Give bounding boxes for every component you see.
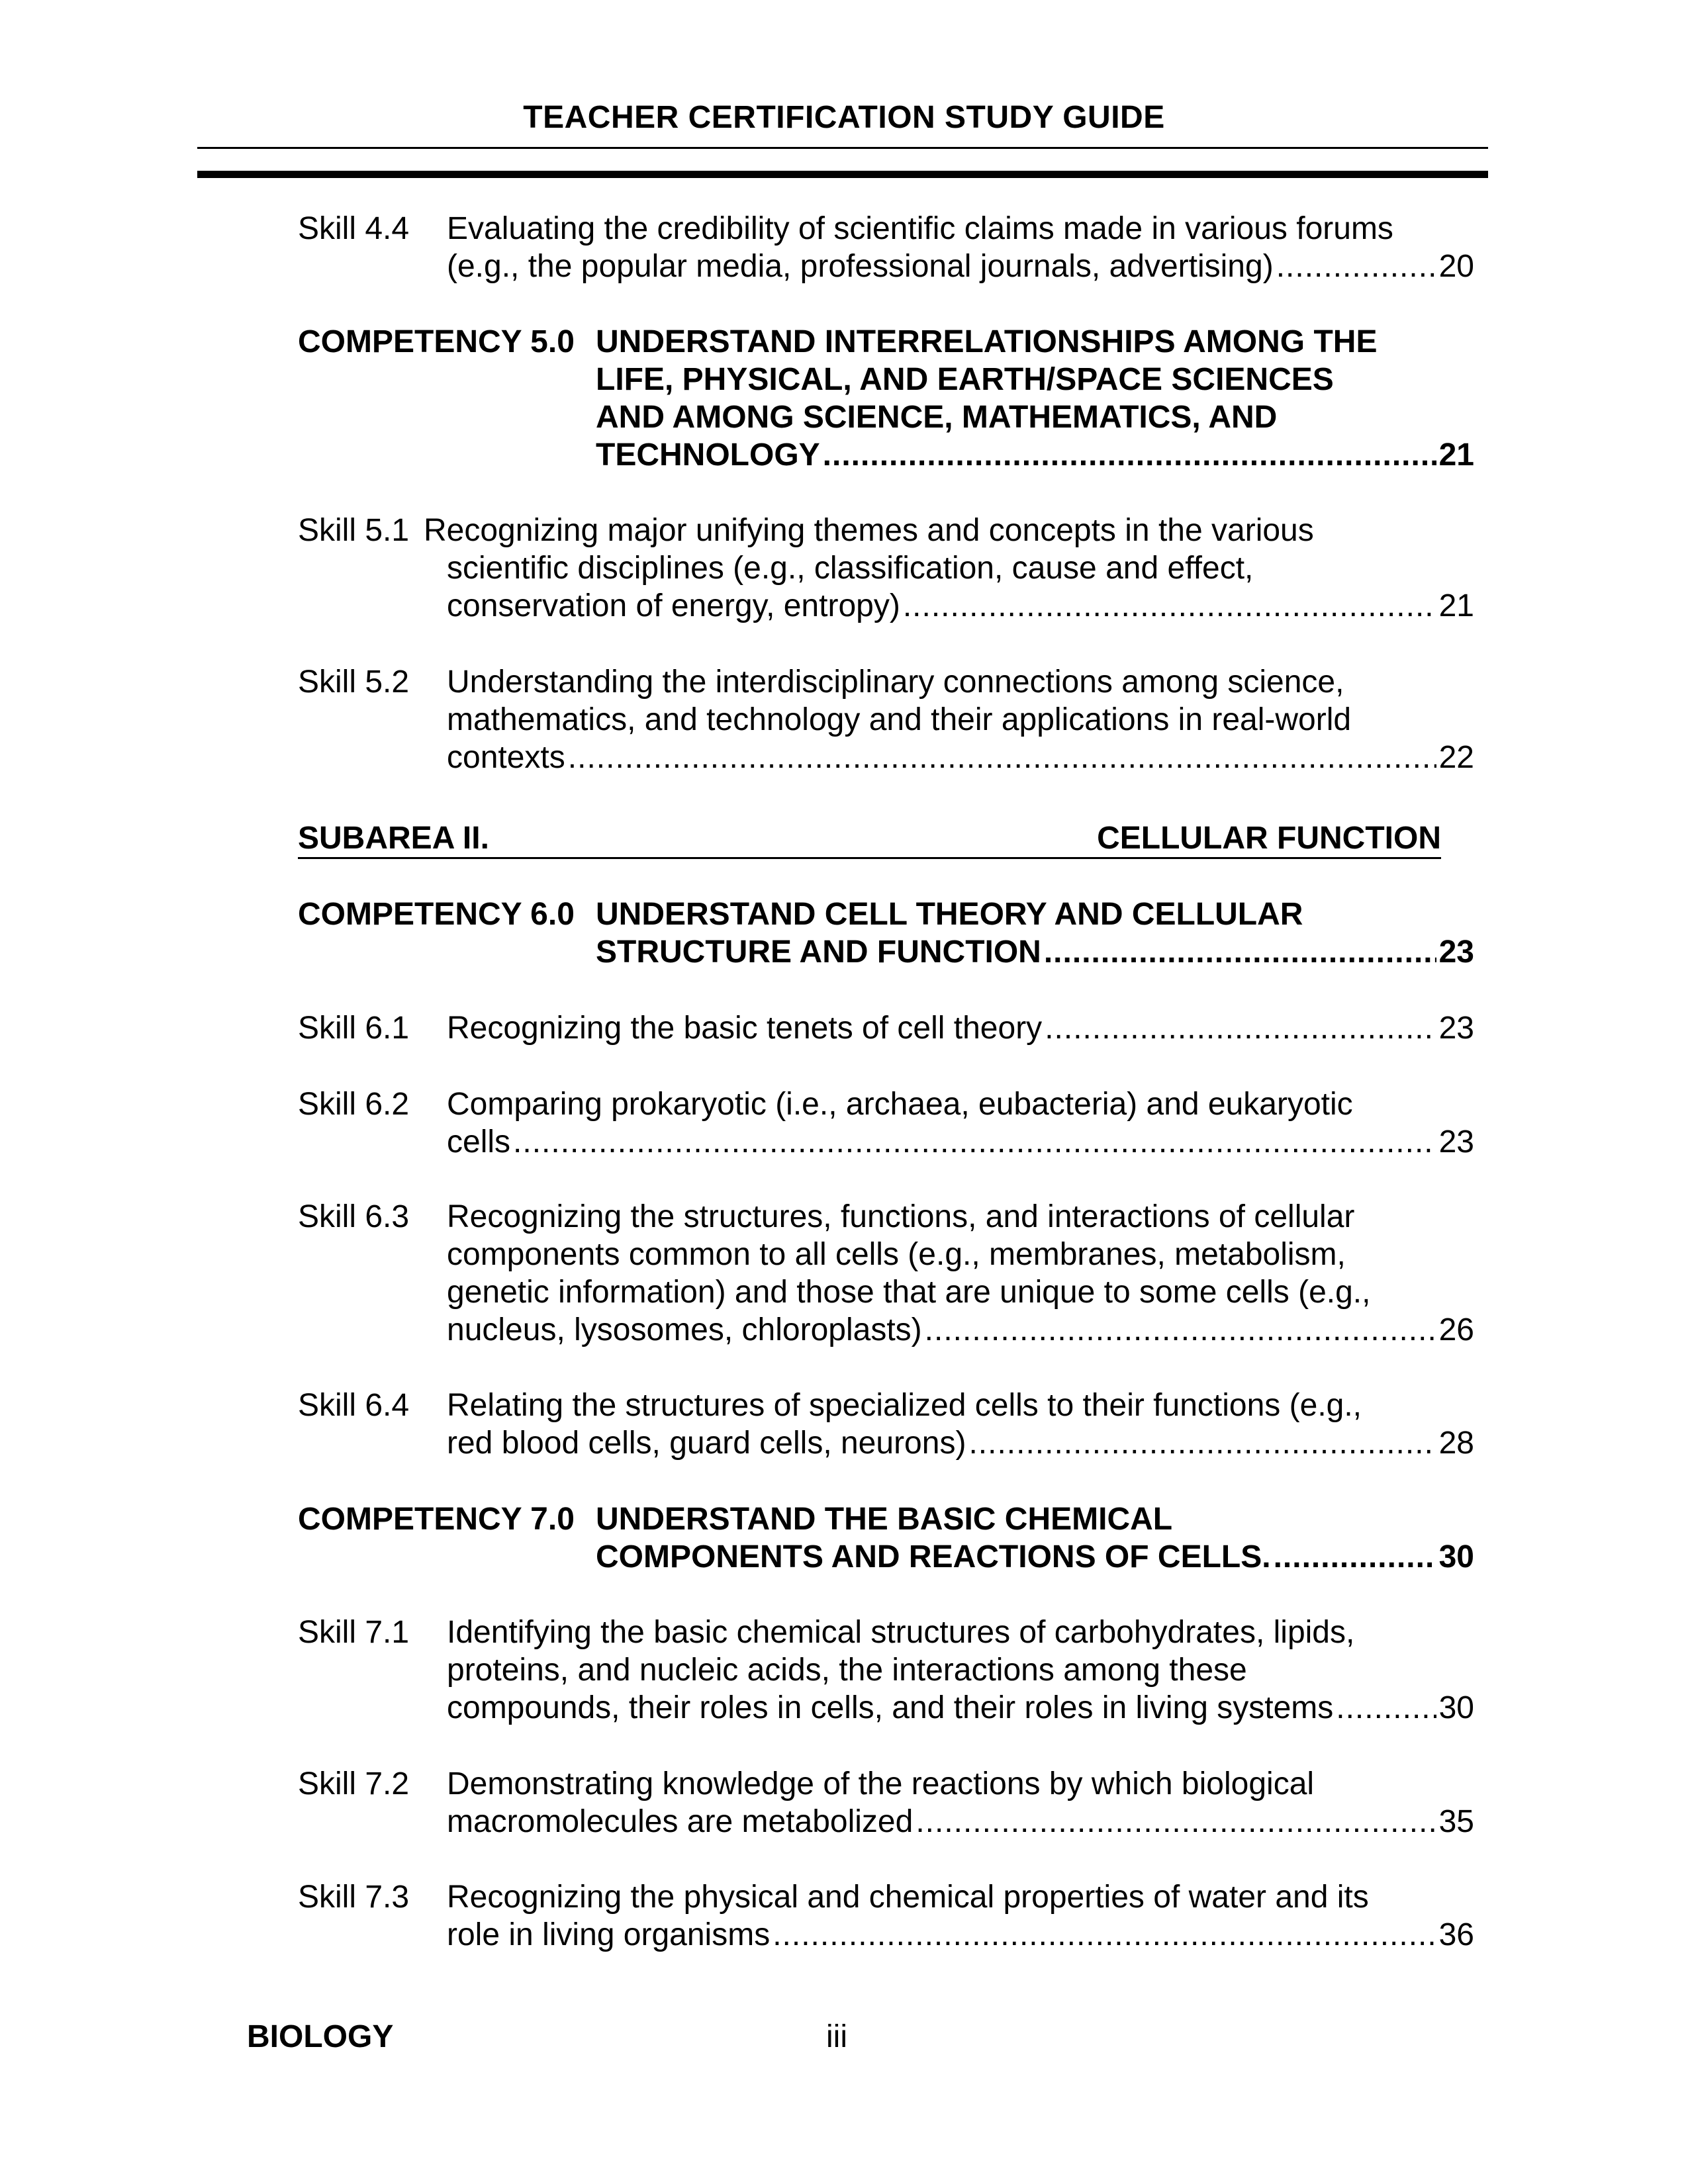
- skill-text-line: cells: [447, 1124, 511, 1160]
- page-header-title: TEACHER CERTIFICATION STUDY GUIDE: [523, 100, 1165, 135]
- competency-text-line: UNDERSTAND THE BASIC CHEMICAL: [596, 1502, 1173, 1537]
- page-number: 30: [1438, 1539, 1474, 1574]
- skill-text-line: red blood cells, guard cells, neurons): [447, 1426, 966, 1461]
- toc-entry-skill-7-3[interactable]: [298, 1878, 1474, 1954]
- skill-label: Skill 5.2: [298, 664, 410, 700]
- dot-leader: [968, 1424, 1436, 1462]
- toc-entry-skill-5-1[interactable]: [298, 512, 1474, 625]
- page-number: 35: [1438, 1804, 1474, 1839]
- skill-text-line: compounds, their roles in cells, and their roles in living systems: [447, 1690, 1334, 1725]
- page-number: 28: [1438, 1426, 1474, 1461]
- subarea-title: CELLULAR FUNCTION: [1097, 821, 1441, 856]
- skill-text-line: contexts: [447, 740, 565, 775]
- skill-text-line: Relating the structures of specialized cells to their functions (e.g.,: [447, 1388, 1362, 1423]
- dot-leader: [823, 436, 1436, 474]
- footer-subject: BIOLOGY: [247, 2019, 394, 2054]
- skill-text-line: Comparing prokaryotic (i.e., archaea, eubacteria) and eukaryotic: [447, 1087, 1353, 1122]
- toc-entry-skill-7-1[interactable]: [298, 1614, 1474, 1727]
- toc-entry-competency-5-0[interactable]: [298, 323, 1474, 474]
- skill-text-line: nucleus, lysosomes, chloroplasts): [447, 1312, 922, 1347]
- skill-text-line: Recognizing major unifying themes and concepts in the various: [424, 513, 1314, 548]
- skill-text-line: components common to all cells (e.g., membranes, metabolism,: [447, 1237, 1346, 1272]
- page-number: 20: [1438, 249, 1474, 284]
- skill-label: Skill 6.3: [298, 1199, 410, 1234]
- dot-leader: [925, 1311, 1436, 1349]
- skill-label: Skill 6.2: [298, 1087, 410, 1122]
- page-number: 21: [1438, 588, 1474, 623]
- subarea-heading[interactable]: [298, 819, 1441, 859]
- toc-entry-skill-6-1[interactable]: [298, 1009, 1474, 1047]
- skill-label: Skill 6.1: [298, 1011, 410, 1046]
- skill-text-line: macromolecules are metabolized: [447, 1804, 914, 1839]
- dot-leader: [773, 1916, 1436, 1954]
- page-number: 23: [1438, 1011, 1474, 1046]
- toc-entry-skill-4-4[interactable]: [298, 210, 1474, 285]
- page-number: 23: [1438, 1124, 1474, 1160]
- skill-text-line: conservation of energy, entropy): [447, 588, 900, 623]
- competency-text-line: LIFE, PHYSICAL, AND EARTH/SPACE SCIENCES: [596, 362, 1334, 397]
- skill-label: Skill 7.3: [298, 1880, 410, 1915]
- skill-text-line: genetic information) and those that are unique to some cells (e.g.,: [447, 1275, 1371, 1310]
- header-rule-thick: [197, 171, 1488, 178]
- page-number: 36: [1438, 1917, 1474, 1952]
- toc-entry-competency-7-0[interactable]: [298, 1500, 1474, 1576]
- skill-label: Skill 7.2: [298, 1766, 410, 1801]
- footer-page-number: iii: [826, 2019, 847, 2054]
- competency-text-line: STRUCTURE AND FUNCTION: [596, 934, 1041, 970]
- page-number: 23: [1438, 934, 1474, 970]
- skill-label: Skill 5.1: [298, 513, 410, 548]
- page-number: 22: [1438, 740, 1474, 775]
- page-number: 21: [1438, 437, 1474, 473]
- skill-text-line: Recognizing the physical and chemical properties of water and its: [447, 1880, 1369, 1915]
- dot-leader: [1044, 933, 1436, 971]
- competency-text-line: TECHNOLOGY: [596, 437, 820, 473]
- skill-text-line: Recognizing the structures, functions, and interactions of cellular: [447, 1199, 1355, 1234]
- dot-leader: [1336, 1689, 1436, 1727]
- toc-entry-skill-6-2[interactable]: [298, 1085, 1474, 1161]
- dot-leader: [903, 587, 1436, 625]
- dot-leader: [1274, 1538, 1436, 1576]
- skill-text-line: mathematics, and technology and their applications in real-world: [447, 702, 1352, 737]
- skill-label: Skill 6.4: [298, 1388, 410, 1423]
- dot-leader: [513, 1123, 1436, 1161]
- toc-entry-skill-5-2[interactable]: [298, 663, 1474, 776]
- skill-text-line: (e.g., the popular media, professional journals, advertising): [447, 249, 1274, 284]
- dot-leader: [915, 1803, 1436, 1841]
- skill-text-line: Understanding the interdisciplinary connections among science,: [447, 664, 1344, 700]
- dot-leader: [1276, 248, 1436, 285]
- dot-leader: [568, 739, 1436, 776]
- skill-text-line: scientific disciplines (e.g., classification, cause and effect,: [447, 551, 1254, 586]
- skill-text-line: Demonstrating knowledge of the reactions by which biological: [447, 1766, 1315, 1801]
- competency-label: COMPETENCY 7.0: [298, 1502, 575, 1537]
- competency-label: COMPETENCY 6.0: [298, 897, 575, 932]
- competency-text-line: COMPONENTS AND REACTIONS OF CELLS.: [596, 1539, 1271, 1574]
- skill-text-line: Evaluating the credibility of scientific claims made in various forums: [447, 211, 1393, 246]
- toc-entry-skill-6-3[interactable]: [298, 1198, 1474, 1349]
- header-rule-thin: [197, 147, 1488, 149]
- competency-text-line: AND AMONG SCIENCE, MATHEMATICS, AND: [596, 400, 1278, 435]
- page-number: 30: [1438, 1690, 1474, 1725]
- toc-entry-skill-7-2[interactable]: [298, 1765, 1474, 1841]
- skill-label: Skill 7.1: [298, 1615, 410, 1650]
- toc-entry-skill-6-4[interactable]: [298, 1387, 1474, 1462]
- competency-text-line: UNDERSTAND CELL THEORY AND CELLULAR: [596, 897, 1303, 932]
- toc-entry-competency-6-0[interactable]: [298, 895, 1474, 971]
- competency-text-line: UNDERSTAND INTERRELATIONSHIPS AMONG THE: [596, 324, 1378, 359]
- skill-label: Skill 4.4: [298, 211, 410, 246]
- dot-leader: [1045, 1009, 1436, 1047]
- skill-text-line: proteins, and nucleic acids, the interactions among these: [447, 1653, 1247, 1688]
- competency-label: COMPETENCY 5.0: [298, 324, 575, 359]
- skill-text-line: Recognizing the basic tenets of cell theory: [447, 1011, 1043, 1046]
- skill-text-line: role in living organisms: [447, 1917, 771, 1952]
- subarea-label: SUBAREA II.: [298, 821, 489, 856]
- skill-text-line: Identifying the basic chemical structures of carbohydrates, lipids,: [447, 1615, 1355, 1650]
- page-number: 26: [1438, 1312, 1474, 1347]
